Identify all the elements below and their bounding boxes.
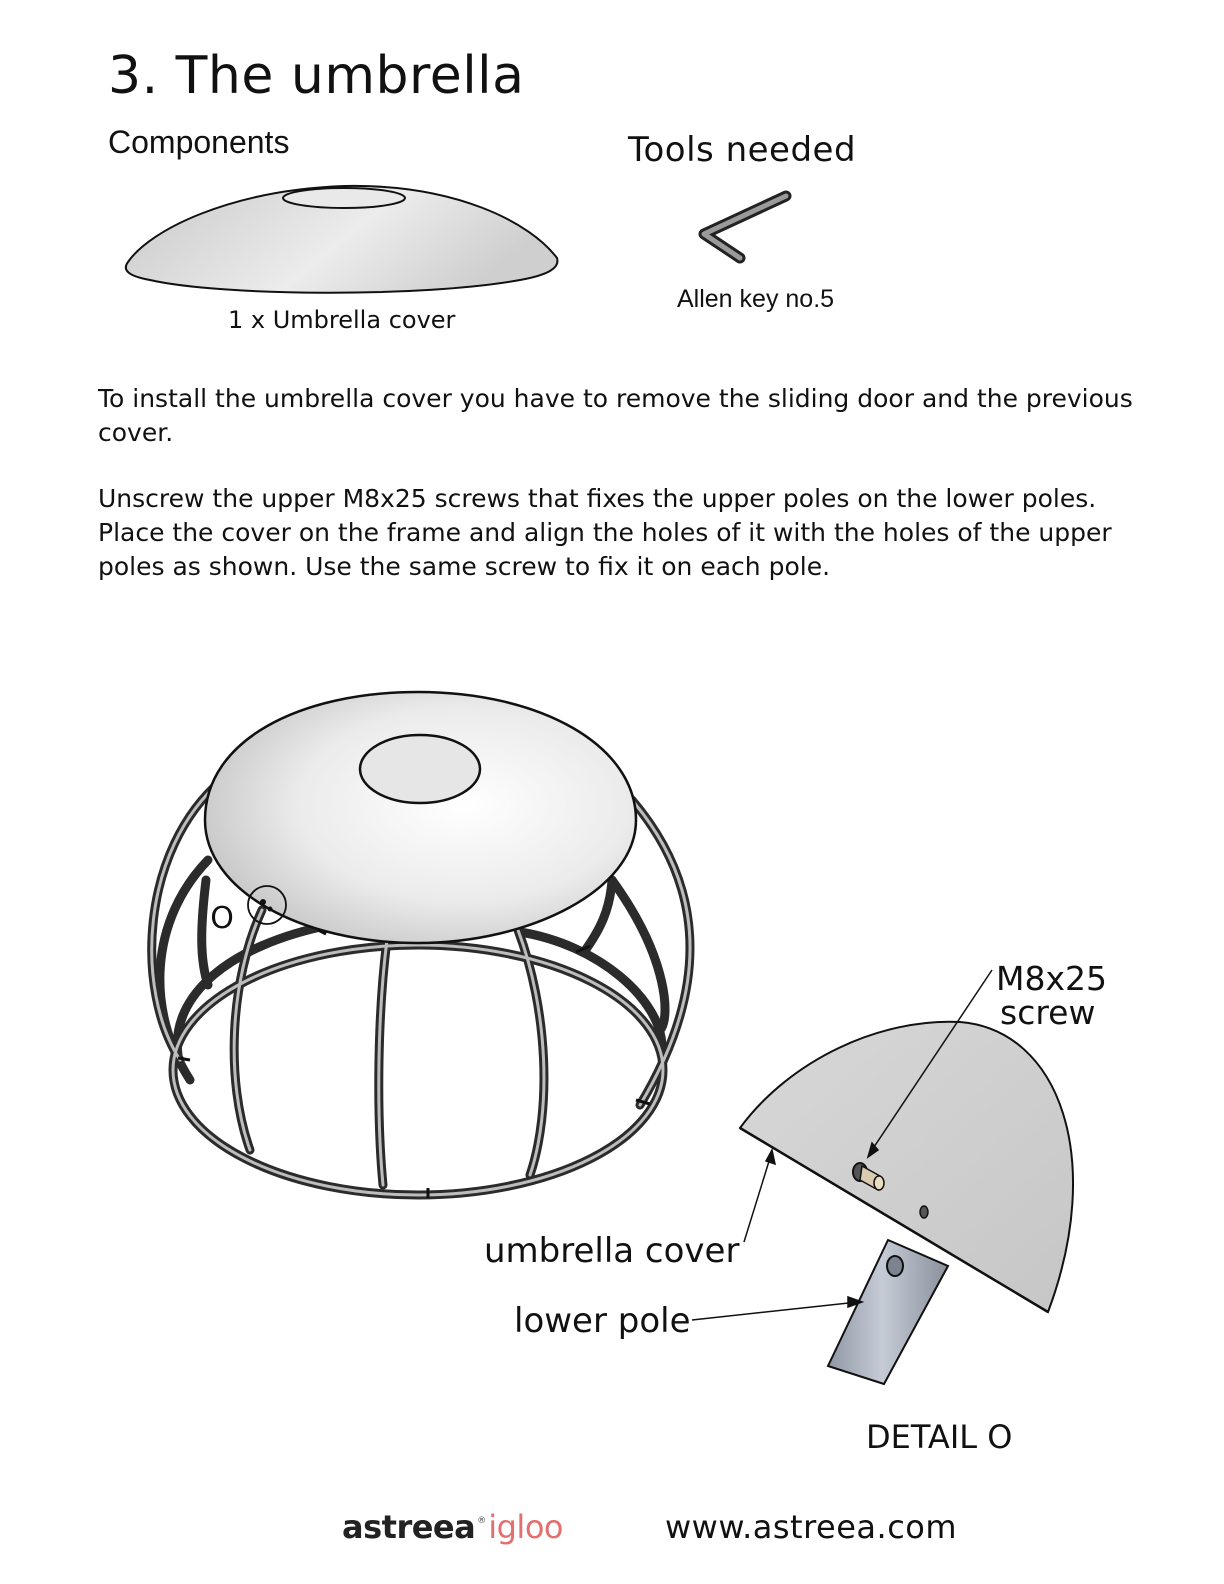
- detail-view: [740, 1022, 1073, 1384]
- detail-caption: DETAIL O: [866, 1418, 1013, 1456]
- screw-label-line1: M8x25: [996, 959, 1107, 998]
- website-link[interactable]: www.astreea.com: [665, 1508, 958, 1546]
- instruction-paragraph-1: To install the umbrella cover you have to remove the sliding door and the previous cover.: [98, 384, 1133, 447]
- allen-key-icon: [704, 196, 786, 258]
- brand-registered: ®: [477, 1516, 487, 1526]
- assembled-umbrella-cover: [205, 692, 636, 943]
- brand-logo: [342, 1508, 563, 1546]
- lower-pole-label: lower pole: [514, 1301, 691, 1341]
- detail-marker-label: O: [210, 901, 234, 936]
- brand-sub: igloo: [488, 1508, 563, 1546]
- allen-key-caption: Allen key no.5: [677, 285, 835, 313]
- brand-main: astreea: [342, 1508, 476, 1546]
- umbrella-cover-image: [126, 186, 558, 293]
- screw-label-line2: screw: [1000, 993, 1096, 1032]
- tools-heading: Tools needed: [628, 130, 857, 170]
- instruction-paragraph-2: Unscrew the upper M8x25 screws that fixes the upper poles on the lower poles. Place the cover on the frame and align the holes of it with the holes of the upper poles as shown. Use the same screw to fix it on each pole.: [98, 484, 1112, 581]
- umbrella-cover-caption: 1 x Umbrella cover: [228, 306, 456, 334]
- umbrella-cover-label: umbrella cover: [484, 1231, 740, 1271]
- page-title: 3. The umbrella: [108, 46, 525, 106]
- components-heading: Components: [108, 124, 290, 160]
